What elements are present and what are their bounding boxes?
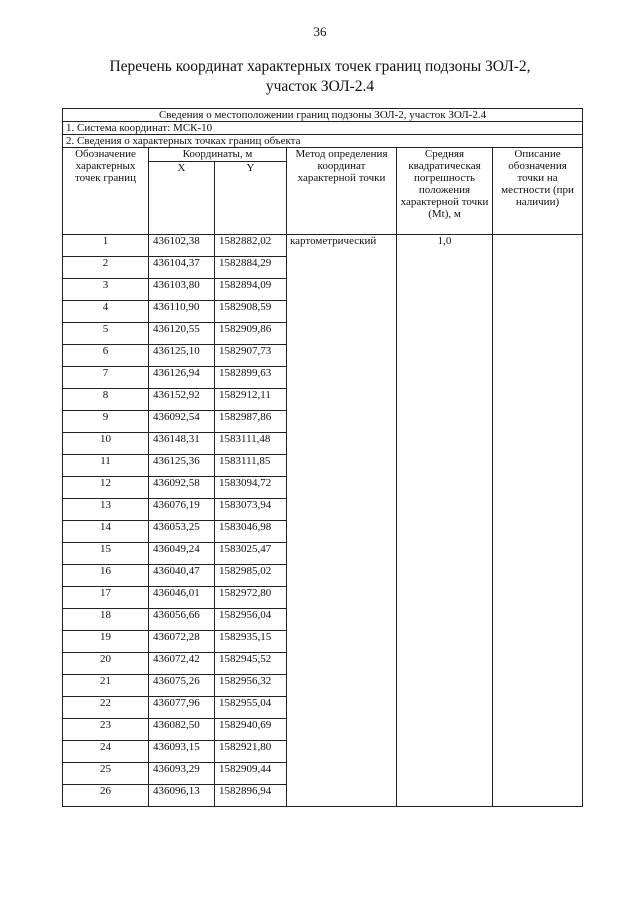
coordinate-x: 436049,24: [149, 543, 215, 565]
point-number: 26: [63, 785, 149, 807]
coordinate-y: 1583046,98: [215, 521, 287, 543]
point-number: 12: [63, 477, 149, 499]
point-number: 6: [63, 345, 149, 367]
coordinates-table: [62, 108, 583, 807]
coordinate-x: 436056,66: [149, 609, 215, 631]
point-number: 5: [63, 323, 149, 345]
point-number: 16: [63, 565, 149, 587]
coordinate-x: 436125,10: [149, 345, 215, 367]
point-number: 8: [63, 389, 149, 411]
coordinate-y: 1583073,94: [215, 499, 287, 521]
coordinate-x: 436096,13: [149, 785, 215, 807]
point-number: 11: [63, 455, 149, 477]
table-caption: Сведения о местоположении границ подзоны ЗОЛ-2, участок ЗОЛ-2.4: [63, 109, 583, 122]
coordinate-x: 436072,28: [149, 631, 215, 653]
point-number: 21: [63, 675, 149, 697]
points-section-heading: 2. Сведения о характерных точках границ объекта: [63, 135, 583, 148]
coordinate-y: 1582899,63: [215, 367, 287, 389]
header-coordinates: Координаты, м: [149, 148, 287, 162]
point-number: 3: [63, 279, 149, 301]
coordinate-y: 1582985,02: [215, 565, 287, 587]
coordinate-y: 1582894,09: [215, 279, 287, 301]
header-method: Метод определения координат характерной точки: [287, 148, 397, 235]
coordinate-y: 1582940,69: [215, 719, 287, 741]
header-x: X: [149, 162, 215, 235]
point-number: 2: [63, 257, 149, 279]
coordinate-y: 1582907,73: [215, 345, 287, 367]
point-number: 25: [63, 763, 149, 785]
header-accuracy: Средняя квадратическая погрешность положения характерной точки (Mt), м: [397, 148, 493, 235]
coordinate-x: 436046,01: [149, 587, 215, 609]
point-number: 19: [63, 631, 149, 653]
table-row: [63, 235, 583, 257]
coordinate-x: 436148,31: [149, 433, 215, 455]
coordinate-y: 1582972,80: [215, 587, 287, 609]
point-number: 18: [63, 609, 149, 631]
header-y: Y: [215, 162, 287, 235]
coordinate-x: 436110,90: [149, 301, 215, 323]
point-number: 20: [63, 653, 149, 675]
coordinate-x: 436125,36: [149, 455, 215, 477]
coordinate-y: 1582921,80: [215, 741, 287, 763]
coordinate-x: 436104,37: [149, 257, 215, 279]
point-number: 14: [63, 521, 149, 543]
coordinate-y: 1583111,85: [215, 455, 287, 477]
header-point-name: Обозначение характерных точек границ: [63, 148, 149, 235]
coordinate-x: 436120,55: [149, 323, 215, 345]
point-number: 24: [63, 741, 149, 763]
point-number: 10: [63, 433, 149, 455]
coordinate-x: 436093,29: [149, 763, 215, 785]
coordinate-x: 436092,54: [149, 411, 215, 433]
method-value: картометрический: [287, 235, 397, 807]
coordinate-y: 1582882,02: [215, 235, 287, 257]
coordinate-x: 436082,50: [149, 719, 215, 741]
coordinate-x: 436126,94: [149, 367, 215, 389]
point-number: 13: [63, 499, 149, 521]
point-number: 7: [63, 367, 149, 389]
coordinate-y: 1582912,11: [215, 389, 287, 411]
point-number: 23: [63, 719, 149, 741]
coordinate-x: 436040,47: [149, 565, 215, 587]
coordinate-x: 436093,15: [149, 741, 215, 763]
coordinate-x: 436053,25: [149, 521, 215, 543]
coordinate-x: 436075,26: [149, 675, 215, 697]
coordinate-x: 436072,42: [149, 653, 215, 675]
point-number: 4: [63, 301, 149, 323]
coordinate-x: 436152,92: [149, 389, 215, 411]
coordinate-y: 1582955,04: [215, 697, 287, 719]
point-number: 1: [63, 235, 149, 257]
page-number: 36: [313, 24, 327, 39]
coordinate-y: 1582945,52: [215, 653, 287, 675]
coordinate-y: 1583094,72: [215, 477, 287, 499]
coordinate-y: 1583111,48: [215, 433, 287, 455]
coordinate-system: 1. Система координат: МСК-10: [63, 122, 583, 135]
coordinate-y: 1582909,86: [215, 323, 287, 345]
coordinate-x: 436077,96: [149, 697, 215, 719]
description-value: [493, 235, 583, 807]
coordinate-y: 1582896,94: [215, 785, 287, 807]
accuracy-value: 1,0: [397, 235, 493, 807]
coordinate-y: 1582908,59: [215, 301, 287, 323]
point-number: 15: [63, 543, 149, 565]
coordinate-y: 1582884,29: [215, 257, 287, 279]
title-line-1: Перечень координат характерных точек границ подзоны ЗОЛ-2,: [109, 58, 531, 75]
point-number: 22: [63, 697, 149, 719]
coordinate-y: 1582956,04: [215, 609, 287, 631]
point-number: 9: [63, 411, 149, 433]
coordinate-x: 436092,58: [149, 477, 215, 499]
coordinate-y: 1583025,47: [215, 543, 287, 565]
point-number: 17: [63, 587, 149, 609]
coordinate-y: 1582909,44: [215, 763, 287, 785]
coordinate-x: 436076,19: [149, 499, 215, 521]
document-title: [60, 57, 580, 97]
coordinate-x: 436102,38: [149, 235, 215, 257]
coordinate-y: 1582935,15: [215, 631, 287, 653]
header-description: Описание обозначения точки на местности (при наличии): [493, 148, 583, 235]
coordinate-y: 1582956,32: [215, 675, 287, 697]
title-line-2: участок ЗОЛ-2.4: [265, 78, 375, 95]
coordinate-y: 1582987,86: [215, 411, 287, 433]
coordinate-x: 436103,80: [149, 279, 215, 301]
